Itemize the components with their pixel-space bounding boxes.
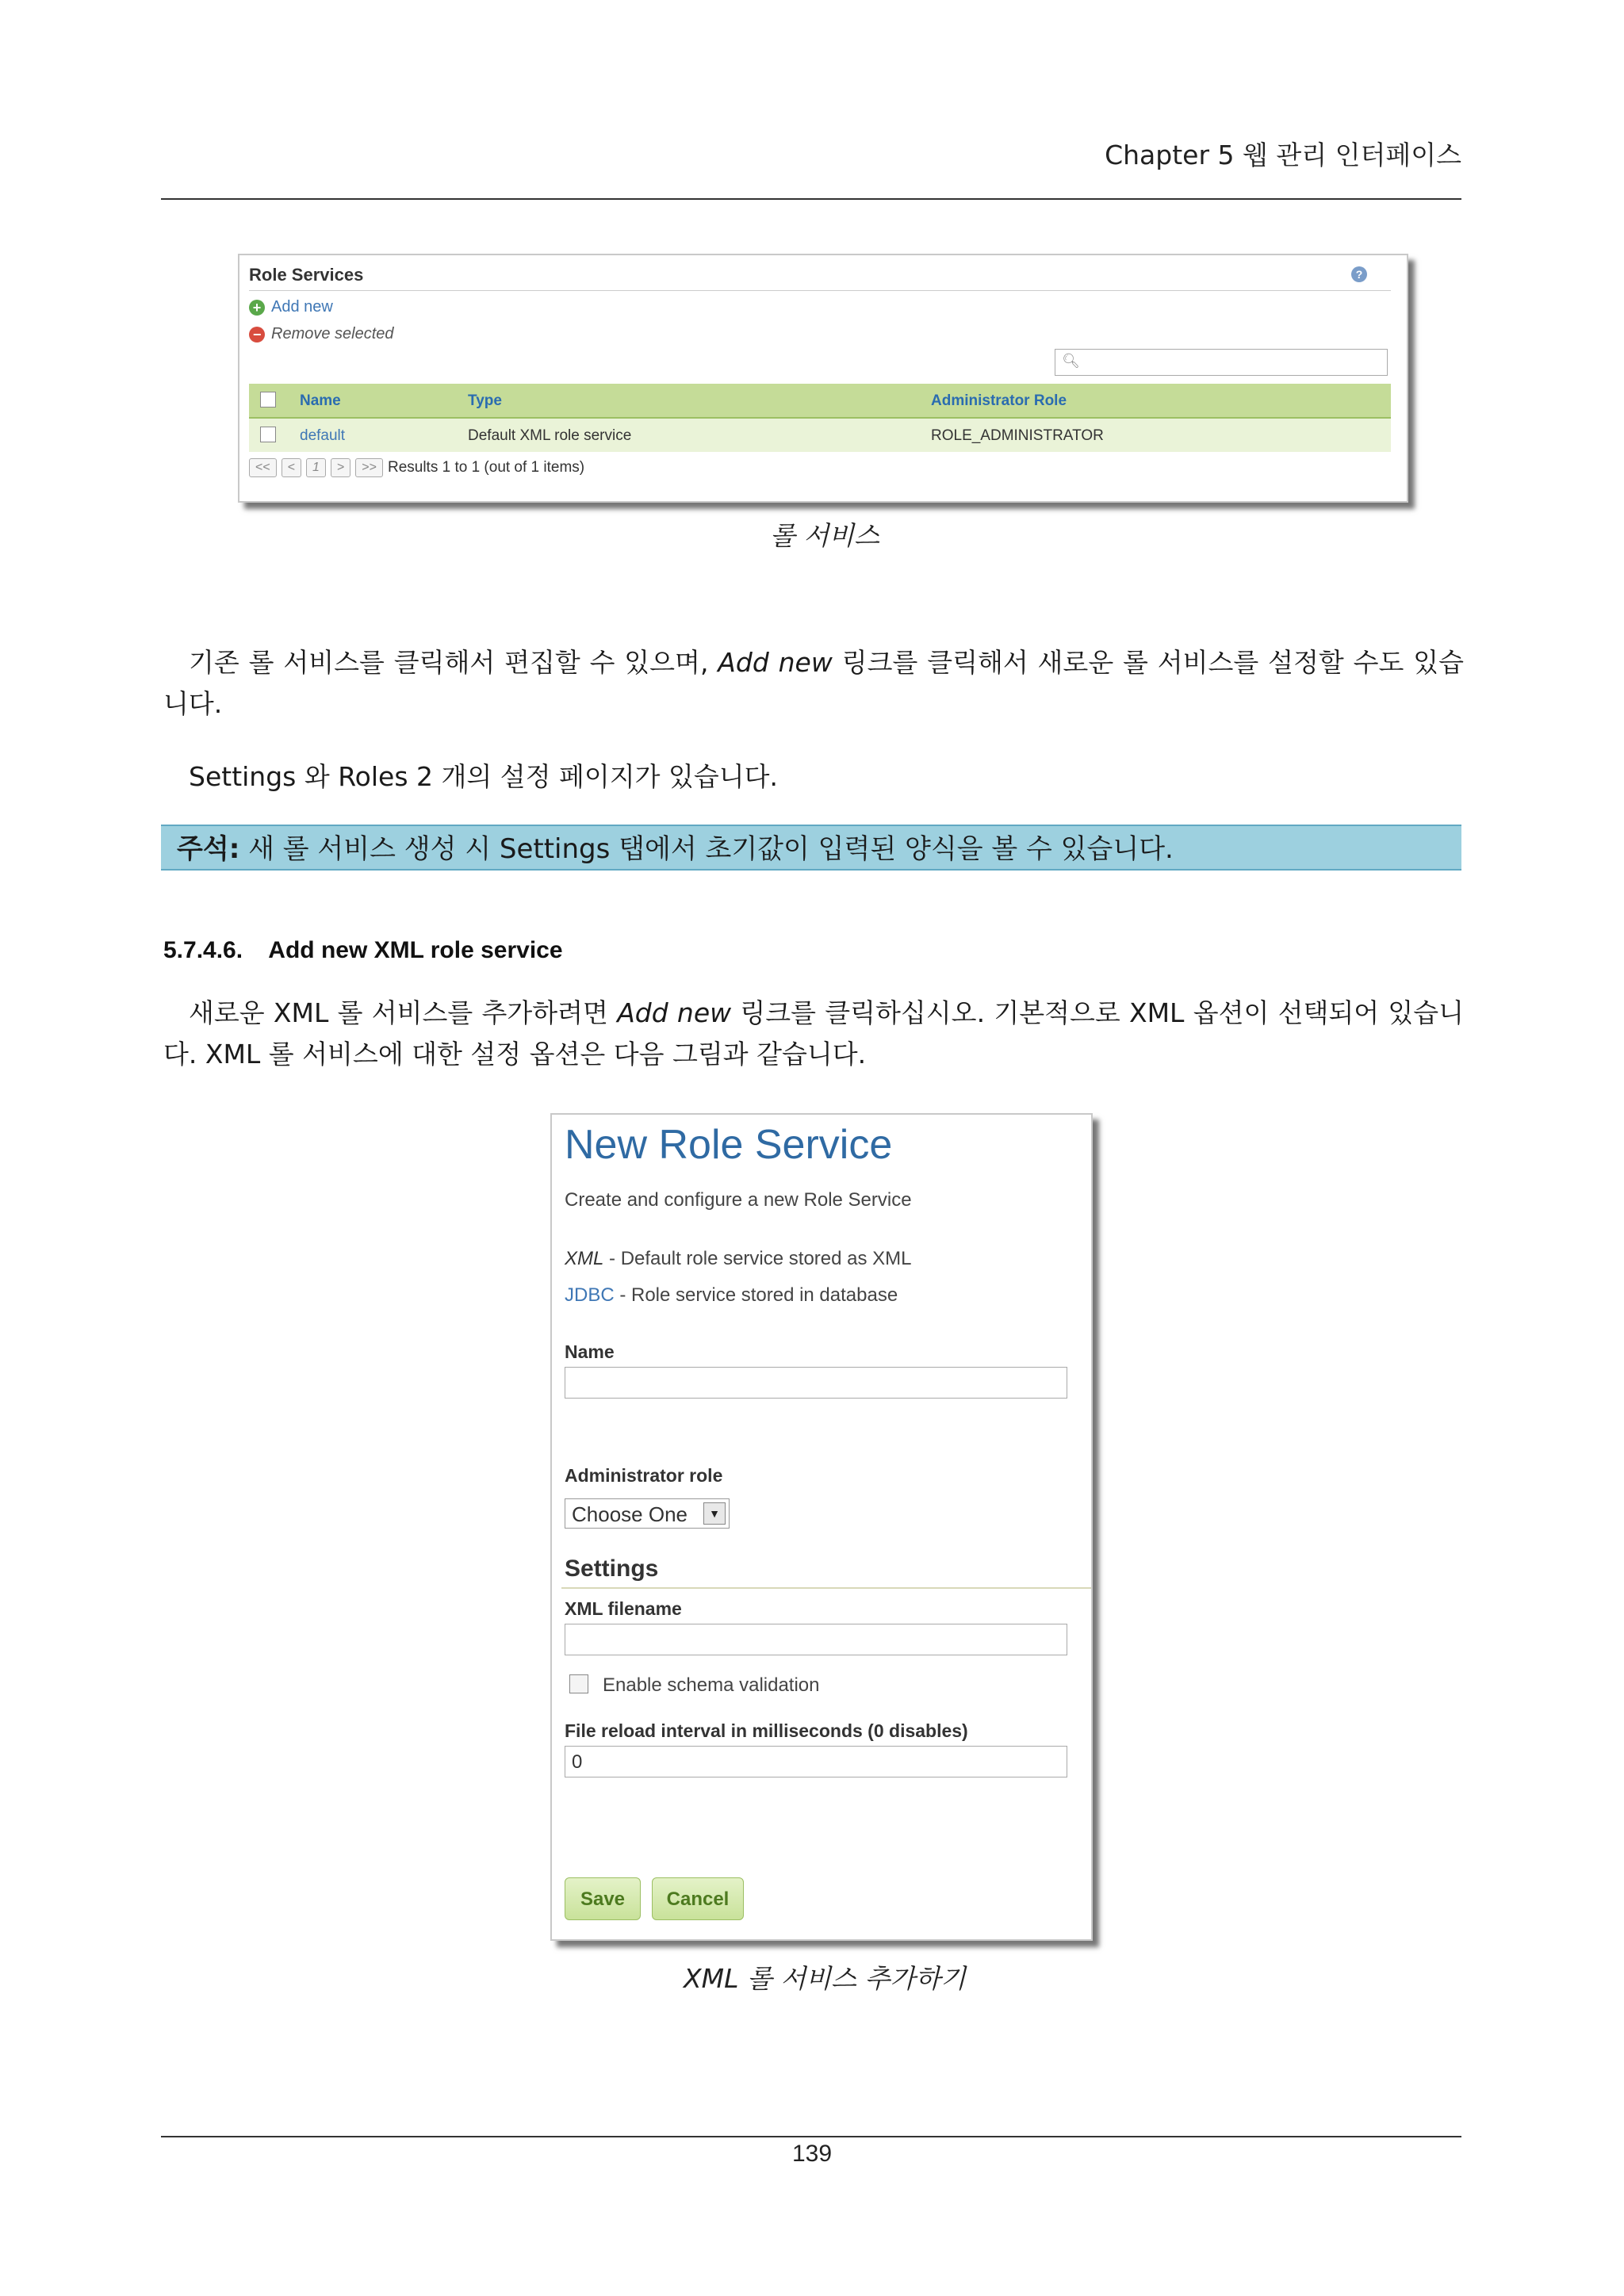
- reload-interval-label: File reload interval in milliseconds (0 disables): [565, 1720, 968, 1741]
- schema-validation-label: Enable schema validation: [603, 1674, 820, 1696]
- cancel-button[interactable]: Cancel: [652, 1877, 744, 1920]
- admin-role-label: Administrator role: [565, 1465, 723, 1486]
- search-icon: 🔍︎: [1062, 353, 1080, 369]
- figure2-caption: XML 롤 서비스 추가하기: [684, 1963, 966, 1994]
- option-jdbc[interactable]: [565, 1284, 898, 1307]
- page-1-button[interactable]: 1: [306, 458, 326, 477]
- header-rule: [161, 198, 1461, 200]
- plus-icon: +: [249, 300, 265, 316]
- footer-rule: [161, 2136, 1461, 2137]
- paragraph-3-start: 새로운 XML 롤 서비스를 추가하려면: [189, 997, 618, 1028]
- table-header: [249, 384, 1391, 419]
- reload-interval-value: 0: [572, 1751, 583, 1773]
- admin-role-value: Choose One: [572, 1502, 688, 1526]
- name-label: Name: [565, 1341, 615, 1362]
- note-text: 새 롤 서비스 생성 시 Settings 탭에서 초기값이 입력된 양식을 볼 수 있습니다.: [239, 833, 1174, 865]
- search-input[interactable]: [1055, 349, 1388, 376]
- option-jdbc-link[interactable]: JDBC: [565, 1284, 615, 1306]
- paragraph-1: [163, 642, 1464, 725]
- new-role-service-form: [550, 1113, 1093, 1941]
- title-divider: [249, 290, 1391, 291]
- paragraph-2: Settings 와 Roles 2 개의 설정 페이지가 있습니다.: [189, 761, 778, 792]
- paragraph-1-start: 기존 롤 서비스를 클릭해서 편집할 수 있으며,: [189, 647, 718, 678]
- select-all-checkbox[interactable]: [260, 392, 276, 408]
- panel-title: Role Services: [249, 265, 364, 285]
- add-new-emphasis: Add new: [718, 647, 833, 678]
- settings-divider: [561, 1587, 1091, 1589]
- xml-filename-input[interactable]: [565, 1624, 1067, 1655]
- row-checkbox[interactable]: [260, 427, 276, 442]
- remove-selected-label: Remove selected: [271, 325, 394, 342]
- admin-role-select[interactable]: [565, 1498, 730, 1529]
- xml-filename-label: XML filename: [565, 1598, 682, 1619]
- add-new-emphasis-2: Add new: [617, 997, 732, 1028]
- minus-icon: −: [249, 327, 265, 342]
- next-page-button[interactable]: >: [331, 458, 350, 477]
- pagination: [249, 458, 584, 477]
- schema-validation-checkbox[interactable]: [569, 1674, 588, 1693]
- form-title: New Role Service: [565, 1122, 893, 1168]
- option-xml[interactable]: [565, 1248, 912, 1270]
- column-name[interactable]: Name: [300, 392, 341, 409]
- figure1-caption: 롤 서비스: [769, 520, 879, 551]
- column-type[interactable]: Type: [468, 392, 502, 409]
- option-xml-desc: - Default role service stored as XML: [603, 1248, 912, 1269]
- chevron-down-icon: ▼: [703, 1502, 726, 1525]
- row-name-link[interactable]: default: [300, 427, 346, 444]
- remove-selected-link[interactable]: [249, 325, 394, 343]
- last-page-button[interactable]: >>: [355, 458, 383, 477]
- page-number: 139: [791, 2141, 833, 2167]
- table-row: [249, 419, 1391, 452]
- row-type: Default XML role service: [468, 427, 632, 444]
- note-label: 주석:: [177, 833, 240, 865]
- paragraph-1-end: 링크를 클릭해서 새로운 롤 서비스를 설정할 수도 있습니다.: [163, 647, 1465, 719]
- add-new-label: Add new: [271, 298, 333, 316]
- first-page-button[interactable]: <<: [249, 458, 277, 477]
- paragraph-3-end: 링크를 클릭하십시오. 기본적으로 XML 옵션이 선택되어 있습니다. XML 롤 서비스에 대한 설정 옵션은 다음 그림과 같습니다.: [163, 997, 1464, 1070]
- column-admin-role[interactable]: Administrator Role: [931, 392, 1067, 409]
- section-heading: 5.7.4.6. Add new XML role service: [163, 937, 563, 963]
- prev-page-button[interactable]: <: [282, 458, 301, 477]
- row-admin-role: ROLE_ADMINISTRATOR: [931, 427, 1104, 444]
- chapter-header: Chapter 5 웹 관리 인터페이스: [1105, 140, 1461, 170]
- option-xml-name: XML: [565, 1248, 604, 1269]
- name-input[interactable]: [565, 1367, 1067, 1399]
- results-count: Results 1 to 1 (out of 1 items): [387, 459, 585, 476]
- save-button[interactable]: Save: [565, 1877, 641, 1920]
- reload-interval-input[interactable]: [565, 1746, 1067, 1777]
- settings-heading: Settings: [565, 1556, 659, 1582]
- paragraph-3: [163, 993, 1464, 1075]
- help-icon[interactable]: ?: [1351, 266, 1367, 282]
- note-bar: [161, 825, 1461, 871]
- add-new-link[interactable]: [249, 298, 333, 316]
- option-jdbc-desc: - Role service stored in database: [614, 1284, 898, 1306]
- form-subtitle: Create and configure a new Role Service: [565, 1189, 912, 1211]
- role-services-panel: [238, 254, 1408, 503]
